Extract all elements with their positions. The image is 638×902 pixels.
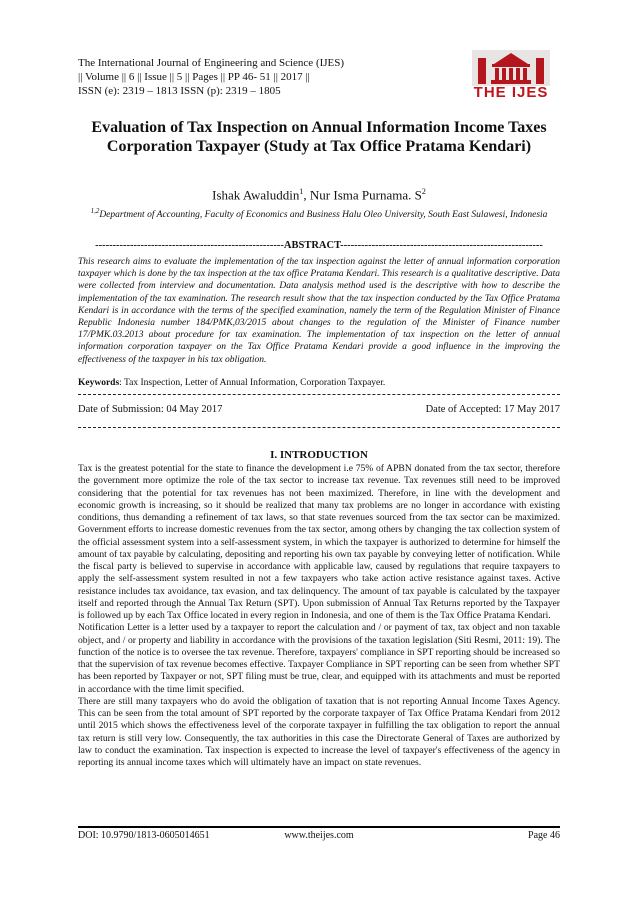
ijes-logo <box>472 50 550 106</box>
website-link[interactable]: www.theijes.com <box>284 830 354 841</box>
accepted-date: Date of Accepted: 17 May 2017 <box>425 404 560 415</box>
introduction-body <box>78 463 560 769</box>
keywords-label: Keywords <box>78 378 120 388</box>
author-1: Ishak Awaluddin <box>212 187 300 203</box>
author-separator: , <box>303 187 310 203</box>
affiliation-sup: 1,2 <box>90 207 100 215</box>
divider-top <box>78 394 560 395</box>
section-heading: I. INTRODUCTION <box>270 449 368 461</box>
abstract-heading: ------------------------------------------------------ABSTRACT---------------------------------------------------------- <box>95 240 543 251</box>
journal-header <box>78 56 344 98</box>
authors <box>78 184 560 203</box>
author-2-sup: 2 <box>421 187 426 196</box>
affiliation-text: Department of Accounting, Faculty of Economics and Business Halu Oleo University, South East Sulawesi, Indonesia <box>99 210 548 221</box>
logo-text: THE IJES <box>473 84 549 101</box>
submission-date: Date of Submission: 04 May 2017 <box>78 404 223 415</box>
paragraph: There are still many taxpayers who do avoid the obligation of taxation that is not reporting Annual Income Taxes Agency. This can be seen from the total amount of SPT reported by the corporate taxpayer of Tax Office Pratama Kendari from 2012 until 2015 which shows the effectiveness level of the corporate taxpayer in fulfilling the tax obligation to report the annual tax return is still very low. Consequently, the tax authorities in this case the Directorate General of Taxes are authorized by law to conduct the examination. Tax inspection is expected to increase the level of taxpayer's effectiveness of the agency in reporting its annual income taxes which will ultimately have an impact on state revenues. <box>78 695 560 768</box>
issn-line: ISSN (e): 2319 – 1813 ISSN (p): 2319 – 1805 <box>78 85 281 97</box>
page-footer <box>78 830 560 841</box>
divider-bottom <box>78 427 560 428</box>
page-number: Page 46 <box>528 830 560 841</box>
building-icon <box>472 50 550 86</box>
dates-row <box>78 404 560 415</box>
author-1-sup: 1 <box>299 187 304 196</box>
journal-name: The International Journal of Engineering and Science (IJES) <box>78 57 345 69</box>
keywords-text: : Tax Inspection, Letter of Annual Information, Corporation Taxpayer. <box>119 378 386 388</box>
keywords <box>78 377 560 389</box>
paragraph: Notification Letter is a letter used by a taxpayer to report the calculation and / or payment of tax, tax object and non taxable object, and / or property and liability in accordance with the provisions of the taxation legislation (Siti Resmi, 2011: 19). The function of the notice is to oversee the tax revenue. Therefore, taxpayers' compliance in SPT reporting should be increased so that the supervision of tax revenue becomes effective. Taxpayer Compliance in SPT reporting can be seen from whether SPT has been reported by Taxpayer or not, SPT filing must be true, clear, and equipped with its attachments and must be reported in accordance with the time limit specified. <box>78 622 560 695</box>
affiliation <box>78 205 560 221</box>
paper-title: Evaluation of Tax Inspection on Annual Information Income Taxes Corporation Taxpayer (Study at Tax Office Pratama Kendari) <box>91 119 547 155</box>
abstract-text: This research aims to evaluate the implementation of the tax inspection against the letter of annual information corporation taxpayer which is done by the tax inspection at the tax office Pratama Kendari. This research is a qualitative descriptive. Data were collected from interview and documentation. Data analysis method used is the descriptive with how to describe the implementation of the tax examination. The research result show that the tax inspection conducted by the Tax Office Pratama Kendari is in accordance with the terms of the specified examination, namely the term of the Regulation Minister of Finance Republic Indonesia number 184/PMK,03/2015 about changes to the regulation of the Minister of Finance number 17/PMK.03.2013 about procedure for tax examination. The implementation of tax inspection on the letter of annual information corporation taxpayer on the Tax Office Pratama Kendari provide a good influence in the improving the effectiveness of the taxpayer in his tax obligation. <box>78 257 560 365</box>
doi: DOI: 10.9790/1813-0605014651 <box>78 830 210 841</box>
paragraph: Tax is the greatest potential for the state to finance the development i.e 75% of APBN donated from the tax sector, therefore the government more optimize the role of the tax sector to increase tax revenue. Tax revenues still need to be improved considering that the potential for tax revenues has not been maximized. Therefore, in line with the development and economic growth is increasing, so it should be realized that many tax problems are no longer in accordance with existing conditions, thus demanding a refinement of tax laws, so that state revenues sourced from the tax sector can be maximized. Government efforts to increase domestic revenues from the tax sector, among others by changing the tax collection system of the official assessment system into a self-assessment system, in which the taxpayer is authorized to determine for himself the amount of tax payable by calculating, depositing and reporting his own tax payable by conveying letter of notification. While the fiscal party is believed to supervise in accordance with applicable law, caused by regulations that require taxpayers to apply the self-assessment system resulted in not a few taxpayers who take action active resistance against taxes. Active resistance includes tax avoidance, tax evasion, and tax delinquency. The amount of tax payable is calculated by the taxpayer itself and reported through the Annual Tax Return (SPT). Upon submission of Annual Tax Returns reported by the Taxpayer is followed up by each Tax Office located in every region in Indonesia, and one of them is the Tax Office Pratama Kendari. <box>78 463 560 621</box>
volume-line: || Volume || 6 || Issue || 5 || Pages || PP 46- 51 || 2017 || <box>78 71 310 83</box>
footer-divider <box>78 826 560 828</box>
author-2: Nur Isma Purnama. S <box>309 187 422 203</box>
